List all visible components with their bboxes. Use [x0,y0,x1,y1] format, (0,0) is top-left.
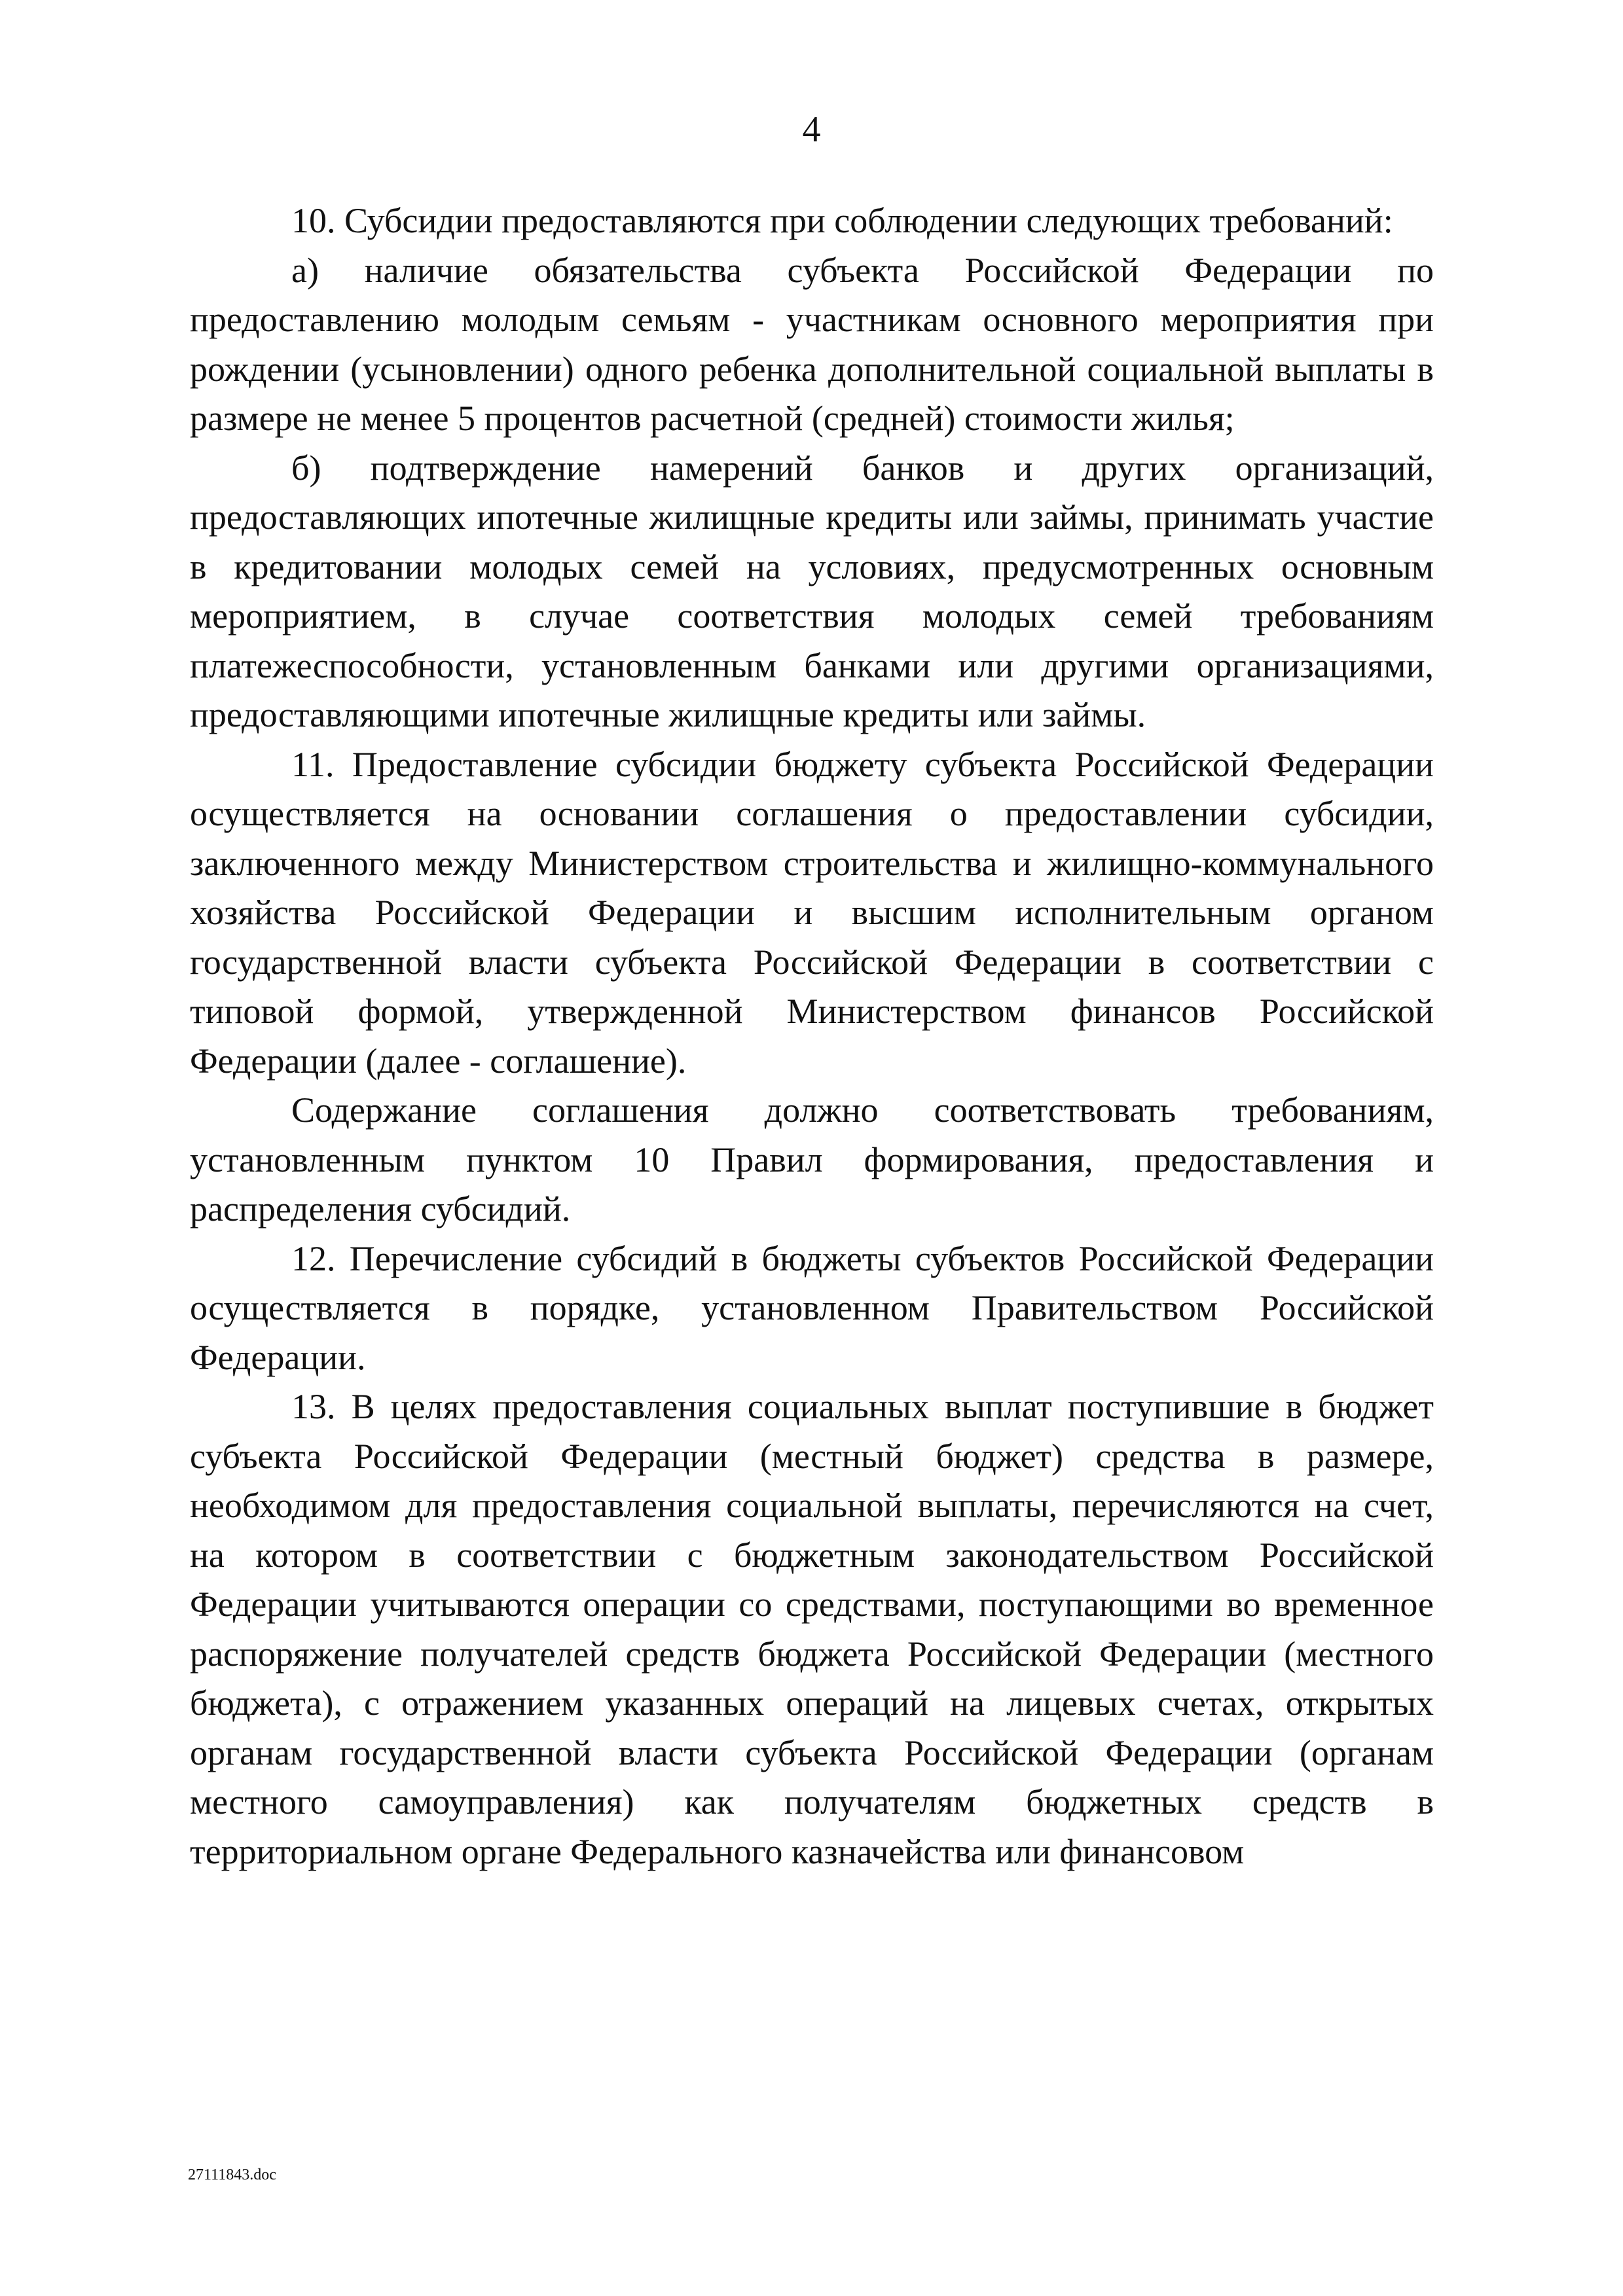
document-file-code: 27111843.doc [188,2166,276,2183]
paragraph-11-agreement-content: Содержание соглашения должно соответствовать требованиям, установленным пунктом 10 Правил формирования, предоставления и распределения субсидий. [190,1090,1434,1229]
paragraph-10: 10. Субсидии предоставляются при соблюдении следующих требований: [291,201,1393,240]
paragraph-13: 13. В целях предоставления социальных выплат поступившие в бюджет субъекта Российской Федерации (местный бюджет) средства в размере, необходимом для предоставления социальной выплаты, перечисляются на счет, на котором в соответствии с бюджетным законодательством Российской Федерации учитываются операции со средствами, поступающими во временное распоряжение получателей средств бюджета Российской Федерации (местного бюджета), с отражением указанных операций на лицевых счетах, открытых органам государственной власти субъекта Российской Федерации (органам местного самоуправления) как получателям бюджетных средств в территориальном органе Федерального казначейства или финансовом [190,1387,1434,1871]
document-body [190,196,1434,1876]
paragraph-10b: б) подтверждение намерений банков и других организаций, предоставляющих ипотечные жилищные кредиты или займы, принимать участие в кредитовании молодых семей на условиях, предусмотренных основным мероприятием, в случае соответствия молодых семей требованиям платежеспособности, установленным банками или другими организациями, предоставляющими ипотечные жилищные кредиты или займы. [190,448,1434,734]
paragraph-10a: а) наличие обязательства субъекта Российской Федерации по предоставлению молодым семьям - участникам основного мероприятия при рождении (усыновлении) одного ребенка дополнительной социальной выплаты в размере не менее 5 процентов расчетной (средней) стоимости жилья; [190,250,1434,438]
page-number: 4 [802,109,821,150]
paragraph-11: 11. Предоставление субсидии бюджету субъекта Российской Федерации осуществляется на основании соглашения о предоставлении субсидии, заключенного между Министерством строительства и жилищно-коммунального хозяйства Российской Федерации и высшим исполнительным органом государственной власти субъекта Российской Федерации в соответствии с типовой формой, утвержденной Министерством финансов Российской Федерации (далее - соглашение). [190,744,1434,1081]
paragraph-12: 12. Перечисление субсидий в бюджеты субъектов Российской Федерации осуществляется в порядке, установленном Правительством Российской Федерации. [190,1238,1434,1377]
